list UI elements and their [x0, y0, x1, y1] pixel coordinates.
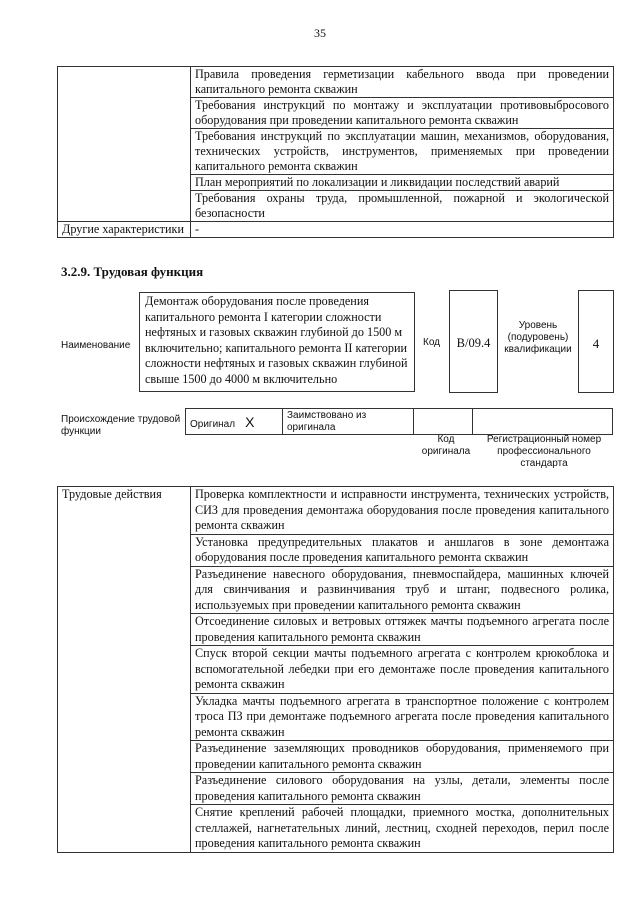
code-original-caption: Код оригинала [421, 434, 471, 457]
code-value: B/09.4 [449, 290, 498, 393]
labor-action-row: Снятие креплений рабочей площадки, приемного мостка, дополнительных стеллажей, нагнетательных линий, лестниц, сходней переходов, перил после проведения капитального ремонта скважин [191, 805, 614, 853]
labor-action-row: Отсоединение силовых и ветровых оттяжек мачты подъемного агрегата после проведения капитального ремонта скважин [191, 614, 614, 646]
labor-action-row: Проверка комплектности и исправности инструмента, технических устройств, СИЗ для проведения демонтажа оборудования после проведения капитального ремонта скважин [191, 487, 614, 535]
reg-number-caption: Регистрационный номер профессионального стандарта [486, 434, 602, 469]
origin-label: Происхождение трудовой функции [61, 414, 181, 437]
labor-actions-table [57, 486, 614, 853]
knowledge-row: План мероприятий по локализации и ликвидации последствий аварий [191, 175, 614, 191]
knowledge-row: Требования охраны труда, промышленной, пожарной и экологической безопасности [191, 191, 614, 222]
original-cell [186, 409, 283, 435]
knowledge-table-continued [57, 66, 614, 238]
original-mark: X [245, 413, 255, 430]
function-name: Демонтаж оборудования после проведения капитального ремонта I категории сложности нефтяных и газовых скважин глубиной до 1500 м включительно; капитального ремонта II категории сложности нефтяных и газовых скважин глубиной свыше 1500 до 4000 м включительно [139, 292, 415, 392]
reg-number-cell [473, 409, 613, 435]
knowledge-row: Требования инструкций по монтажу и эксплуатации противовыбросового оборудования при проведении капитального ремонта скважин [191, 98, 614, 129]
knowledge-row: Требования инструкций по эксплуатации машин, механизмов, оборудования, технических устройств, инструментов, применяемых при проведении капитального ремонта скважин [191, 129, 614, 175]
qualification-level-value: 4 [578, 290, 614, 393]
code-original-cell [414, 409, 473, 435]
labor-action-row: Разъединение заземляющих проводников оборудования, применяемого при проведении капитального ремонта скважин [191, 741, 614, 773]
origin-table [185, 408, 613, 435]
labor-action-row: Установка предупредительных плакатов и аншлагов в зоне демонтажа оборудования после проведения капитального ремонта скважин [191, 534, 614, 566]
name-label: Наименование [61, 340, 131, 351]
labor-actions-label: Трудовые действия [58, 487, 191, 853]
borrowed-label: Заимствовано из оригинала [283, 409, 414, 435]
other-characteristics-value: - [191, 222, 614, 238]
code-label: Код [423, 337, 441, 348]
section-title: 3.2.9. Трудовая функция [61, 264, 204, 279]
knowledge-label-cell [58, 67, 191, 222]
page-number: 35 [314, 26, 326, 40]
labor-action-row: Разъединение силового оборудования на узлы, детали, элементы после проведения капитального ремонта скважин [191, 773, 614, 805]
qualification-level-label: Уровень (подуровень) квалификации [504, 320, 572, 355]
knowledge-row: Правила проведения герметизации кабельного ввода при проведении капитального ремонта скважин [191, 67, 614, 98]
labor-action-row: Спуск второй секции мачты подъемного агрегата с контролем крюкоблока и вспомогательной лебедки при его демонтаже после проведения капитального ремонта скважин [191, 646, 614, 694]
labor-action-row: Укладка мачты подъемного агрегата в транспортное положение с контролем троса ПЗ при демонтаже подъемного агрегата после проведения капитального ремонта скважин [191, 693, 614, 741]
original-label: Оригинал [190, 418, 236, 430]
other-characteristics-label: Другие характеристики [58, 222, 191, 238]
labor-action-row: Разъединение навесного оборудования, пневмоспайдера, машинных ключей для свинчивания и развинчивания труб и штанг, подвесного ролика, используемых при проведении капитального ремонта скважин [191, 566, 614, 614]
